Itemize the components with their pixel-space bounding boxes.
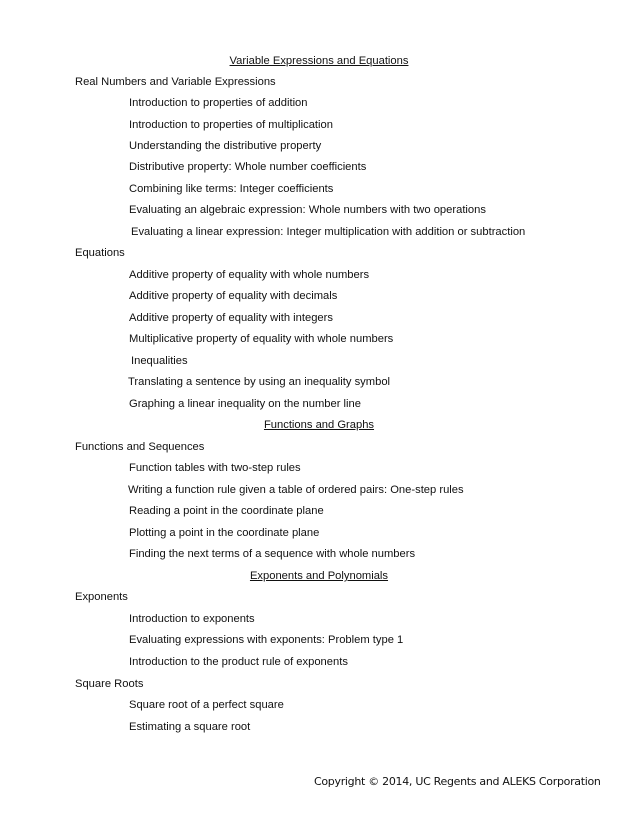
section-heading: Functions and Graphs [263,419,375,431]
topic-item: Finding the next terms of a sequence with whole numbers [129,548,416,560]
topic-item: Additive property of equality with whole numbers [129,269,370,281]
category-title: Real Numbers and Variable Expressions [75,76,276,88]
copyright-footer: Copyright © 2014, UC Regents and ALEKS Corporation [314,775,601,788]
topic-item: Reading a point in the coordinate plane [129,505,324,517]
topic-item: Inequalities [131,355,188,367]
topic-item: Additive property of equality with integers [129,312,333,324]
topic-item: Plotting a point in the coordinate plane [129,527,320,539]
topic-item: Writing a function rule given a table of ordered pairs: One-step rules [128,484,464,496]
topic-item: Square root of a perfect square [129,699,284,711]
topic-item: Evaluating a linear expression: Integer multiplication with addition or subtraction [131,226,526,238]
topic-item: Multiplicative property of equality with whole numbers [129,333,394,345]
topic-item: Combining like terms: Integer coefficients [129,183,334,195]
topic-item: Introduction to properties of addition [129,97,308,109]
topic-item: Introduction to exponents [129,613,255,625]
topic-item: Evaluating an algebraic expression: Whole numbers with two operations [129,204,486,216]
topic-item: Graphing a linear inequality on the number line [129,398,361,410]
topic-item: Translating a sentence by using an inequality symbol [128,376,391,388]
topic-item: Introduction to the product rule of exponents [129,656,348,668]
topic-item: Function tables with two-step rules [129,462,301,474]
category-title: Square Roots [75,678,144,690]
topic-item: Estimating a square root [129,721,251,733]
topic-item: Introduction to properties of multiplication [129,119,333,131]
topic-item: Additive property of equality with decimals [129,290,338,302]
category-title: Equations [75,247,125,259]
topic-item: Evaluating expressions with exponents: Problem type 1 [129,634,404,646]
topic-item: Distributive property: Whole number coefficients [129,161,367,173]
section-heading: Variable Expressions and Equations [229,55,409,67]
category-title: Exponents [75,591,128,603]
topic-item: Understanding the distributive property [129,140,322,152]
category-title: Functions and Sequences [75,441,205,453]
section-heading: Exponents and Polynomials [249,570,389,582]
